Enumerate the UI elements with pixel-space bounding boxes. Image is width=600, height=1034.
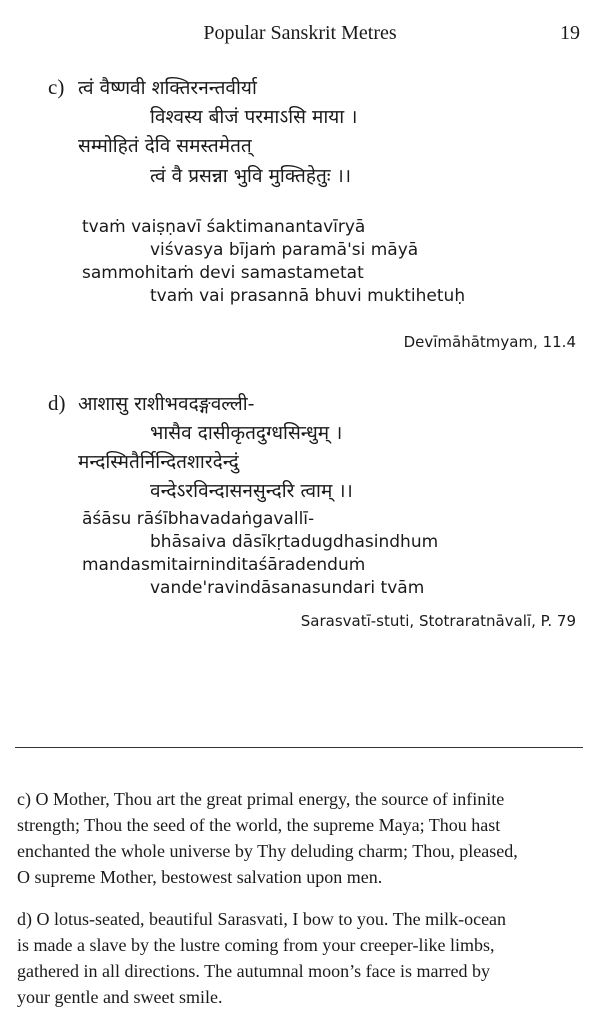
verse-d-translit-line-4: vande'ravindāsanasundari tvām — [150, 578, 425, 598]
footnote-c-line-3: enchanted the whole universe by Thy deluding charm; Thou, pleased, — [17, 841, 518, 861]
verse-d-devanagari-line-2: भासैव दासीकृतदुग्धसिन्धुम् । — [150, 422, 343, 444]
verse-d-translit-line-2: bhāsaiva dāsīkṛtadugdhasindhum — [150, 532, 439, 552]
verse-c-translit-line-1: tvaṁ vaiṣṇavī śaktimanantavīryā — [82, 217, 366, 237]
verse-d-translit-line-3: mandasmitairninditaśāradenduṁ — [82, 555, 366, 575]
verse-d-label: d) — [48, 391, 66, 415]
verse-c-devanagari-line-4: त्वं वै प्रसन्ना भुवि मुक्तिहेतुः ।। — [150, 165, 352, 187]
verse-d-source: Sarasvatī-stuti, Stotraratnāvalī, P. 79 — [300, 612, 576, 630]
footnote-d-line-4: your gentle and sweet smile. — [17, 987, 223, 1007]
verse-d-translit-line-1: āśāsu rāśībhavadaṅgavallī- — [82, 509, 315, 529]
footnote-c-line-2: strength; Thou the seed of the world, the supreme Maya; Thou hast — [17, 815, 501, 835]
verse-d-devanagari-line-4: वन्देऽरविन्दासनसुन्दरि त्वाम् ।। — [150, 480, 353, 502]
page-number: 19 — [560, 22, 580, 44]
footnote-c-line-1: c) O Mother, Thou art the great primal energy, the source of infinite — [17, 789, 505, 809]
verse-c-devanagari-line-1: त्वं वैष्णवी शक्तिरनन्तवीर्या — [78, 77, 257, 99]
footnote-d-line-2: is made a slave by the lustre coming from your creeper-like limbs, — [17, 935, 495, 955]
verse-d-devanagari-line-1: आशासु राशीभवदङ्गवल्ली- — [78, 393, 255, 415]
footnote-divider — [15, 747, 583, 748]
footnote-c — [17, 786, 582, 890]
verse-c-devanagari-line-2: विश्वस्य बीजं परमाऽसि माया । — [150, 106, 358, 128]
verse-c-source: Devīmāhātmyam, 11.4 — [403, 333, 576, 351]
verse-c-translit-line-3: sammohitaṁ devi samastametat — [82, 263, 364, 283]
verse-c-label: c) — [48, 75, 65, 99]
footnote-c-line-4: O supreme Mother, bestowest salvation upon men. — [17, 867, 383, 887]
footnote-d — [17, 906, 582, 1010]
verse-c-translit-line-2: viśvasya bījaṁ paramā'si māyā — [150, 240, 419, 260]
verse-c-devanagari-line-3: सम्मोहितं देवि समस्तमेतत् — [78, 135, 252, 157]
footnote-d-line-1: d) O lotus-seated, beautiful Sarasvati, I bow to you. The milk-ocean — [17, 909, 507, 929]
running-header: Popular Sanskrit Metres — [203, 22, 397, 44]
verse-c-translit-line-4: tvaṁ vai prasannā bhuvi muktihetuḥ — [150, 286, 466, 306]
verse-d-devanagari-line-3: मन्दस्मितैर्निन्दितशारदेन्दुं — [78, 451, 239, 473]
footnote-d-line-3: gathered in all directions. The autumnal moon’s face is marred by — [17, 961, 491, 981]
